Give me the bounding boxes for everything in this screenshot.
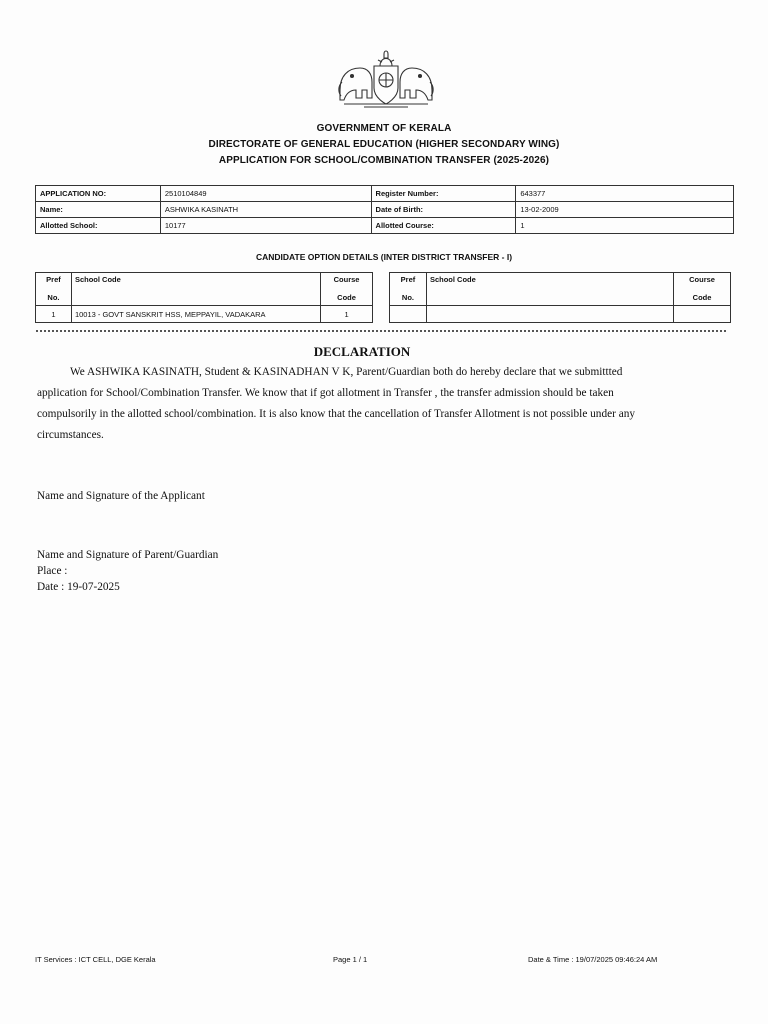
col-pref-header: Pref No. <box>390 273 427 306</box>
applicant-signature-label: Name and Signature of the Applicant <box>37 490 205 502</box>
col-school-header: School Code <box>71 273 320 306</box>
applicant-details-table <box>35 185 734 234</box>
declaration-line-1: We ASHWIKA KASINATH, Student & KASINADHAN V K, Parent/Guardian both do hereby declare that we submittted <box>70 366 623 378</box>
row-school <box>426 306 673 323</box>
allotted-school-value: 10177 <box>160 218 371 234</box>
row-course <box>674 306 731 323</box>
footer-it-services: IT Services : ICT CELL, DGE Kerala <box>35 955 156 964</box>
allotted-school-label: Allotted School: <box>36 218 161 234</box>
col-course-header: Course Code <box>674 273 731 306</box>
dob-value: 13-02-2009 <box>516 202 734 218</box>
application-no-label: APPLICATION NO: <box>36 186 161 202</box>
row-school: 10013 - GOVT SANSKRIT HSS, MEPPAYIL, VADAKARA <box>71 306 320 323</box>
parent-signature-label: Name and Signature of Parent/Guardian <box>37 549 219 561</box>
place-label: Place : <box>37 565 68 577</box>
name-label: Name: <box>36 202 161 218</box>
register-number-value: 643377 <box>516 186 734 202</box>
footer-date-time: Date & Time : 19/07/2025 09:46:24 AM <box>528 955 658 964</box>
date-label: Date : 19-07-2025 <box>37 581 120 593</box>
row-pref <box>390 306 427 323</box>
allotted-course-label: Allotted Course: <box>371 218 516 234</box>
option-table-left <box>35 272 373 323</box>
header-application-title: APPLICATION FOR SCHOOL/COMBINATION TRANSFER (2025-2026) <box>218 155 550 166</box>
row-pref: 1 <box>36 306 72 323</box>
dotted-divider <box>36 330 726 332</box>
kerala-emblem-icon <box>334 46 438 110</box>
col-school-header: School Code <box>426 273 673 306</box>
application-no-value: 2510104849 <box>160 186 371 202</box>
row-course: 1 <box>321 306 373 323</box>
declaration-text <box>37 362 727 446</box>
option-details-title: CANDIDATE OPTION DETAILS (INTER DISTRICT TRANSFER - I) <box>255 252 513 262</box>
name-value: ASHWIKA KASINATH <box>160 202 371 218</box>
declaration-line-4: circumstances. <box>37 429 104 441</box>
header-directorate: DIRECTORATE OF GENERAL EDUCATION (HIGHER SECONDARY WING) <box>208 139 560 150</box>
col-pref-header: Pref No. <box>36 273 72 306</box>
table-row <box>36 306 373 323</box>
declaration-line-2: application for School/Combination Transfer. We know that if got allotment in Transfer , the transfer admission should be taken <box>37 387 614 399</box>
footer-page-number: Page 1 / 1 <box>333 955 368 964</box>
header-government: GOVERNMENT OF KERALA <box>316 123 452 134</box>
dob-label: Date of Birth: <box>371 202 516 218</box>
allotted-course-value: 1 <box>516 218 734 234</box>
declaration-line-3: compulsorily in the allotted school/combination. It is also know that the cancellation of Transfer Allotment is not possible under any <box>37 408 636 420</box>
declaration-title: DECLARATION <box>313 344 411 359</box>
option-table-right <box>389 272 731 323</box>
col-course-header: Course Code <box>321 273 373 306</box>
table-row <box>390 306 731 323</box>
register-number-label: Register Number: <box>371 186 516 202</box>
